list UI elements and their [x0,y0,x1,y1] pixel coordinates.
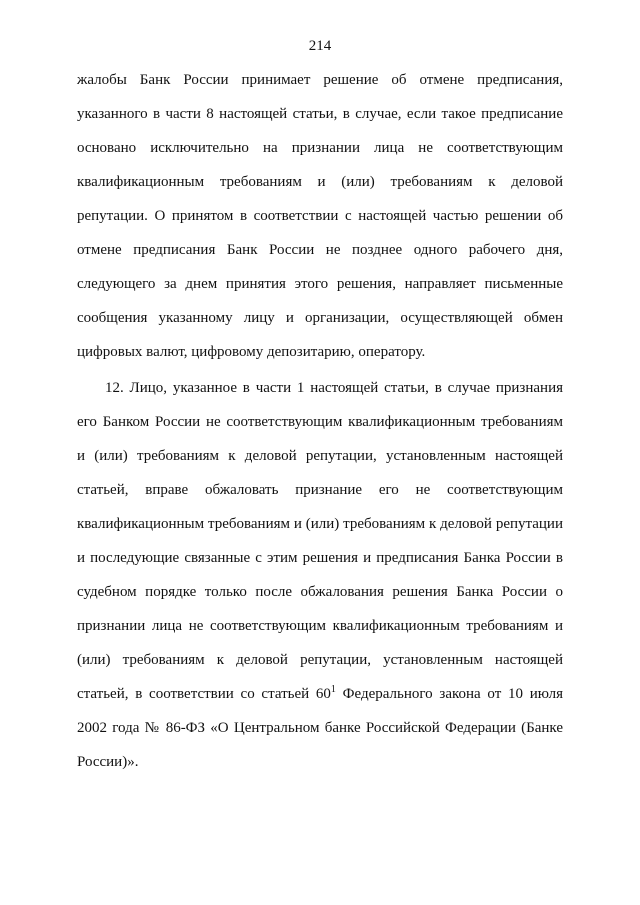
text-line: отмене предписания Банк России не позднее одного рабочего дня, [77,242,563,258]
text-line: 2002 года № 86-ФЗ «О Центральном банке Российской Федерации (Банке [77,720,563,736]
text-line: России)». [77,754,139,770]
text-line: (или) требованиям к деловой репутации, установленным настоящей [77,652,563,668]
text-line: и последующие связанные с этим решения и предписания Банка России в [77,550,563,566]
text-line: репутации. О принятом в соответствии с настоящей частью решении об [77,208,563,224]
text-line: квалификационным требованиям и (или) требованиям к деловой репутации [77,516,563,532]
paragraph-1 [77,63,563,369]
text-segment: Федерального закона от 10 июля [335,686,563,702]
text-line-with-superscript [77,677,563,711]
text-line: жалобы Банк России принимает решение об отмене предписания, [77,72,563,88]
text-line: и (или) требованиям к деловой репутации, установленным настоящей [77,448,563,464]
text-line: его Банком России не соответствующим квалификационным требованиям [77,414,563,430]
document-body [77,63,563,779]
text-segment: статьей, в соответствии со статьей 60 [77,686,331,702]
superscript: 1 [330,684,336,695]
text-line: квалификационным требованиям и (или) требованиям к деловой [77,174,563,190]
page-number: 214 [308,38,332,54]
text-line: статьей, вправе обжаловать признание его не соответствующим [77,482,563,498]
text-line: сообщения указанному лицу и организации, осуществляющей обмен [77,310,563,326]
text-line: следующего за днем принятия этого решения, направляет письменные [77,276,563,292]
text-line: признании лица не соответствующим квалификационным требованиям и [77,618,563,634]
text-line: 12. Лицо, указанное в части 1 настоящей статьи, в случае признания [105,380,563,396]
text-line: цифровых валют, цифровому депозитарию, оператору. [77,344,426,360]
text-line: судебном порядке только после обжалования решения Банка России о [77,584,563,600]
text-line: основано исключительно на признании лица не соответствующим [77,140,563,156]
text-line: указанного в части 8 настоящей статьи, в случае, если такое предписание [77,106,563,122]
paragraph-2 [77,371,563,779]
